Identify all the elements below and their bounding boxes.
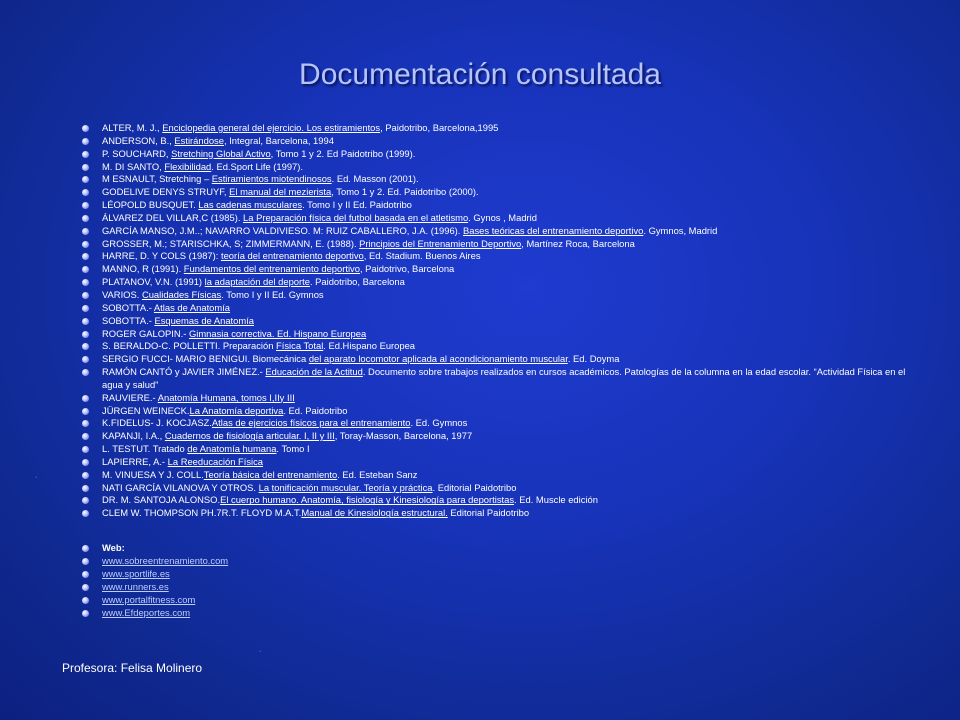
bullet-icon [82,189,89,196]
reference-author: VARIOS. [102,288,142,300]
bullet-icon [82,497,89,504]
reference-title-link[interactable]: Fundamentos del entrenamiento deportivo [183,263,360,275]
reference-publisher: Editorial Paidotribo [447,507,530,519]
reference-title-link[interactable]: Stretching Global Activo [171,147,271,159]
bullet-icon [82,138,89,145]
bullet-icon [82,571,89,578]
reference-author: ALTER, M. J., [102,122,163,133]
web-link-item [82,607,482,620]
reference-item [82,302,942,315]
reference-title-link[interactable]: Enciclopedia general del ejercicio. Los estiramientos [162,122,381,133]
reference-publisher: . Tomo I y II Ed. Paidotribo [302,199,412,211]
reference-author: GARCÍA MANSO, J.M..; NAVARRO VALDIVIESO. M: RUIZ CABALLERO, J.A. (1996). [102,224,464,236]
web-link[interactable]: www.sobreentrenamiento.com [102,554,229,566]
reference-title-link[interactable]: la adaptación del deporte [204,276,310,288]
bullet-icon [82,331,89,338]
reference-publisher: . Tomo I [276,443,310,455]
reference-author: HARRE, D. Y COLS (1987): [102,250,221,262]
bullet-icon [82,510,89,517]
bullet-icon [82,610,89,617]
reference-title-link[interactable]: Manual de Kinesiología estructural. [301,507,448,519]
bullet-icon [82,253,89,260]
reference-title-link[interactable]: Bases teóricas del entrenamiento deportivo [463,224,644,236]
slide-title: Documentación consultada [299,58,661,91]
reference-item [82,238,942,251]
reference-title-link[interactable]: La Preparación física del futbol basada en el atletismo [243,211,469,223]
web-link-item [82,581,482,594]
bullet-icon [82,318,89,325]
reference-item [82,456,942,469]
reference-author: GODELIVE DENYS STRUYF, [102,186,230,198]
web-link-item [82,555,482,568]
web-link[interactable]: www.Efdeportes.com [102,606,191,618]
reference-author: SOBOTTA.- [102,301,154,313]
reference-publisher: , Ed. Stadium. Buenos Aires [363,250,481,262]
reference-author: M. DI SANTO, [102,160,165,172]
reference-title-link[interactable]: Atlas de Anatomía [153,301,231,313]
bullet-icon [82,369,89,376]
reference-title-link[interactable]: Atlas de ejercicios físicos para el entrenamiento [211,417,411,429]
reference-title-link[interactable]: Teoría básica del entrenamiento [203,468,338,480]
reference-publisher: . Tomo I y II Ed. Gymnos [221,288,324,300]
bullet-icon [82,472,89,479]
reference-item [82,263,942,276]
reference-item [82,366,942,392]
reference-author: JÜRGEN WEINECK. [102,404,190,416]
reference-item [82,417,942,430]
reference-item [82,392,942,405]
reference-item [82,289,942,302]
bullet-icon [82,597,89,604]
reference-title-link[interactable]: Principios del Entrenamiento Deportivo [359,237,522,249]
reference-publisher: , Toray-Masson, Barcelona, 1977 [334,430,473,442]
reference-publisher: . Ed. Muscle edición [514,494,598,506]
reference-publisher: , Martínez Roca, Barcelona [521,237,635,249]
reference-publisher: . Gymnos, Madrid [643,224,718,236]
reference-author: SERGIO FUCCI- MARIO BENIGUI. Biomecánica [102,353,309,365]
reference-author: M. VINUESA Y J. COLL. [102,468,204,480]
bullet-icon [82,241,89,248]
reference-publisher: . Gynos , Madrid [468,211,537,223]
reference-title-link[interactable]: Física Total [276,340,324,352]
reference-author: MANNO, R (1991). [102,263,184,275]
web-link-item [82,594,482,607]
reference-publisher: . Ed. Gymnos [410,417,468,429]
reference-item [82,212,942,225]
reference-title-link[interactable]: Estiramientos miotendinosos [211,173,332,185]
reference-item [82,173,942,186]
reference-author: DR. M. SANTOJA ALONSO. [102,494,221,506]
reference-title-link[interactable]: Estirándose [174,134,224,146]
reference-title-link[interactable]: de Anatomía humana [187,443,277,455]
bullet-icon [82,545,89,552]
web-label-item [82,542,482,555]
bullet-icon [82,343,89,350]
web-label: Web: [102,542,125,553]
bullet-icon [82,395,89,402]
reference-item [82,353,942,366]
bullet-icon [82,420,89,427]
reference-publisher: , Paidotribo, Barcelona,1995 [380,122,499,133]
reference-title-link[interactable]: teoría del entrenamiento deportivo [220,250,364,262]
reference-author: K.FIDELUS- J. KOCJASZ. [102,417,212,429]
bullet-icon [82,164,89,171]
reference-publisher: . Paidotribo, Barcelona [309,276,405,288]
reference-author: PLATANOV, V.N. (1991) [102,276,205,288]
bullet-icon [82,292,89,299]
web-link[interactable]: www.runners.es [102,580,169,592]
bullet-icon [82,151,89,158]
reference-publisher: . Ed.Hispano Europea [323,340,416,352]
reference-author: L. TESTUT. Tratado [102,443,188,455]
reference-item [82,482,942,495]
bullet-icon [82,356,89,363]
reference-item [82,430,942,443]
bullet-icon [82,446,89,453]
reference-publisher: . Ed.Sport Life (1997). [211,160,303,172]
reference-title-link[interactable]: El manual del mezierista [229,186,332,198]
reference-title-link[interactable]: Cualidades Físicas [141,288,222,300]
bullet-icon [82,215,89,222]
reference-author: RAUVIERE.- [102,391,158,403]
bullet-icon [82,433,89,440]
reference-item [82,186,942,199]
decorative-mark: · [258,642,263,658]
web-link[interactable]: www.sportlife.es [102,567,170,579]
reference-list [82,122,942,520]
reference-title-link[interactable]: Educación de la Actitud [265,366,363,378]
bullet-icon [82,305,89,312]
reference-title-link[interactable]: La tonificación muscular. Teoría y práctica [258,481,433,493]
reference-title-link[interactable]: La Reeducación Física [167,455,264,467]
web-link[interactable]: www.portalfitness.com [102,593,196,605]
reference-publisher: , Tomo 1 y 2. Ed. Paidotribo (2000). [331,186,479,198]
reference-publisher: , Integral, Barcelona, 1994 [223,134,334,146]
reference-title-link[interactable]: del aparato locomotor aplicada al acondicionamiento muscular [308,353,568,365]
reference-title-link[interactable]: Cuadernos de fisiología articular. I, II y III [164,430,335,442]
bullet-icon [82,408,89,415]
bullet-icon [82,459,89,466]
reference-author: S. BERALDO-C. POLLETTI. Preparación [102,340,277,352]
reference-author: M ESNAULT, Stretching – [102,173,212,185]
bullet-icon [82,558,89,565]
reference-author: KAPANJI, I.A., [102,430,165,442]
reference-author: LAPIERRE, A.- [102,455,168,467]
reference-item [82,122,942,135]
reference-author: RAMÓN CANTÓ y JAVIER JIMÉNEZ.- [102,366,266,378]
reference-author: SOBOTTA.- [102,314,155,326]
bullet-icon [82,176,89,183]
reference-title-link[interactable]: Flexibilidad [164,160,212,172]
reference-item [82,250,942,263]
reference-item [82,494,942,507]
web-link-item [82,568,482,581]
bullet-icon [82,125,89,132]
reference-title-link[interactable]: La Anatomía deportiva [189,404,284,416]
decorative-mark: · [34,468,39,484]
reference-item [82,405,942,418]
reference-item [82,135,942,148]
reference-author: LÉOPOLD BUSQUET. [102,199,199,211]
reference-author: ANDERSON, B., [102,134,175,146]
reference-item [82,276,942,289]
bullet-icon [82,485,89,492]
reference-item [82,328,942,341]
reference-author: ÁLVAREZ DEL VILLAR,C (1985). [102,211,244,223]
bullet-icon [82,584,89,591]
reference-title-link[interactable]: Esquemas de Anatomía [154,314,254,326]
reference-title-link[interactable]: Anatomía Humana, tomos I,IIy III [157,391,295,403]
bullet-icon [82,266,89,273]
reference-item [82,443,942,456]
reference-publisher: . Ed. Doyma [567,353,620,365]
reference-publisher: , Tomo 1 y 2. Ed Paidotribo (1999). [270,147,416,159]
reference-item [82,225,942,238]
reference-author: P. SOUCHARD, [102,147,172,159]
reference-item [82,469,942,482]
reference-author: CLEM W. THOMPSON PH.7R.T. FLOYD M.A.T. [102,507,302,519]
reference-item [82,507,942,520]
reference-item [82,148,942,161]
reference-publisher: . Editorial Paidotribo [432,481,517,493]
reference-item [82,199,942,212]
reference-publisher: , Paidotrivo, Barcelona [359,263,455,275]
bullet-icon [82,279,89,286]
reference-item [82,315,942,328]
reference-title-link[interactable]: Las cadenas musculares [198,199,303,211]
reference-publisher: . Ed. Paidotribo [283,404,348,416]
bullet-icon [82,228,89,235]
reference-author: GROSSER, M.; STARISCHKA, S; ZIMMERMANN, E. (1988). [102,237,360,249]
reference-publisher: . Documento sobre trabajos realizados en cursos académicos. Patologías de la columna en la edad escolar. “Actividad Física en el agua y salud” [102,366,906,390]
reference-item [82,161,942,174]
reference-title-link[interactable]: El cuerpo humano. Anatomía, fisiología y Kinesiología para deportistas [220,494,515,506]
reference-author: NATI GARCÍA VILANOVA Y OTROS. [102,481,259,493]
reference-title-link[interactable]: Gimnasia correctiva. Ed. Hispano Europea [189,327,367,339]
reference-author: ROGER GALOPIN.- [102,327,189,339]
bullet-icon [82,202,89,209]
web-links-list [82,542,482,619]
footer-author: Profesora: Felisa Molinero [62,661,203,675]
reference-item [82,340,942,353]
reference-publisher: . Ed. Esteban Sanz [337,468,418,480]
reference-publisher: . Ed. Masson (2001). [331,173,419,185]
